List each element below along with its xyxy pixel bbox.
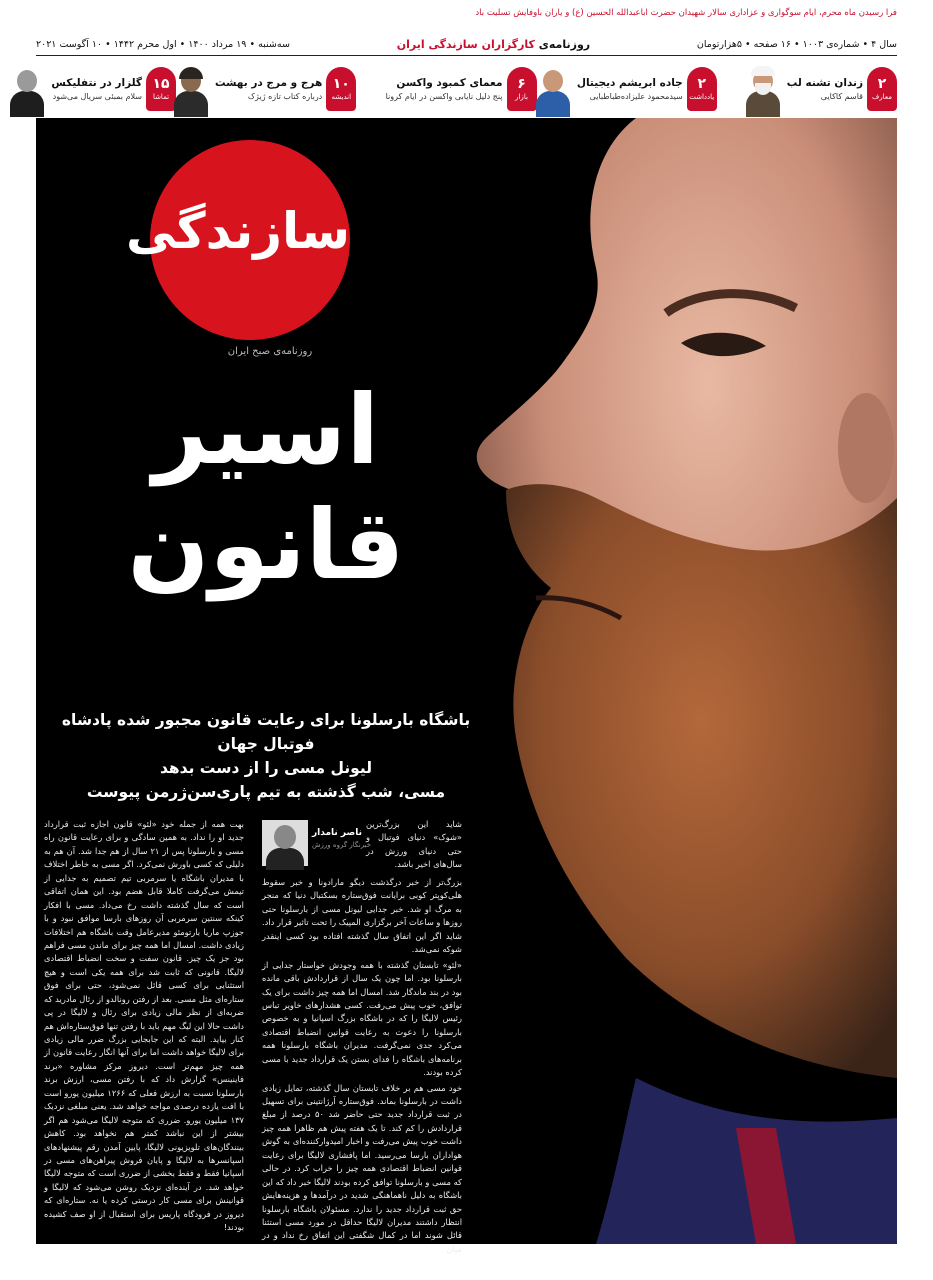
- teaser-portrait: [533, 65, 573, 113]
- teaser-text: [386, 77, 503, 101]
- paper-name: کارگزاران سازندگی ایران: [396, 38, 535, 51]
- deck-line-1: باشگاه بارسلونا برای رعایت قانون مجبور شده پادشاه فوتبال جهان: [61, 711, 471, 754]
- teaser-title: گلزار در نتفلیکس: [51, 77, 142, 89]
- page-badge: [867, 67, 897, 111]
- page-number: ۲: [877, 75, 887, 92]
- teaser-subtitle: پنج دلیل نایابی واکسن در ایام کرونا: [385, 92, 503, 101]
- teaser-portrait: [171, 65, 211, 113]
- newspaper-logo: [125, 140, 350, 380]
- teaser-text: [577, 77, 683, 101]
- teaser-subtitle: سیدمحمود علیزاده‌طباطبایی: [589, 92, 683, 101]
- announcement-banner: فرا رسیدن ماه محرم، ایام سوگواری و عزاداری سالار شهیدان حضرت اباعبدالله الحسین (ع) و یاران باوفایش تسلیت باد: [475, 8, 897, 18]
- teaser-row: [36, 62, 897, 116]
- teaser-text: [51, 77, 142, 101]
- section-name: اندیشه: [331, 92, 352, 101]
- teaser-item[interactable]: [757, 63, 897, 115]
- article-body: [44, 818, 464, 1254]
- teaser-portrait: [7, 65, 47, 113]
- headline-line-2: قانون: [127, 488, 405, 601]
- teaser-title: هرج و مرج در بهشت: [215, 77, 323, 89]
- teaser-portrait: [743, 65, 783, 113]
- page-number: ۲: [697, 75, 707, 92]
- article-column-left: [44, 818, 244, 1236]
- author-name: ناصر نامدار: [312, 828, 362, 838]
- teaser-subtitle: قاسم کاکایی: [820, 92, 863, 101]
- teaser-item[interactable]: [577, 63, 717, 115]
- article-paragraph: بهت همه از جمله خود «لئو» قانون اجازه ثبت قرارداد جدید او را نداد. به همین سادگی و برای رعایت قانون راه مسی و بارسلونا پس از ۲۱ سال از هم جدا شد. آن هم به دلیلی که کسی باورش نمی‌کرد. اگر مسی به خاطر اختلاف با مدیران باشگاه یا سرمربی تیم تصمیم به جدایی از تیمش می‌گرفت کاملا قابل هضم بود. این همان اتفاقی است که سال گذشته داشت رخ می‌داد. مسی با افکار کینکه سنتین سرمربی آن روزهای بارسا موافق نبود و با جوزپ ماریا بارتومئو مدیرعامل وقت باشگاه هم اختلافات زیادی داشت. امسال اما همه چیز برای ماندن مسی فراهم بود جز یک چیز. قانون سفت و سخت انضباط اقتصادی لالیگا. قانونی که ثابت شد برای همه یکی است و هیچ استثنایی برای کسی قائل نمی‌شود، حتی برای فوق ستاره‌ای مثل مسی. بعد از رفتن رونالدو از رئال مادرید که ضربه‌ای از نظر مالی زیادی برای رئال و لالیگا در پی داشت حالا این لیگ مهم باید با رفتن تنها فوق‌ستاره‌اش هم کنار بیاید. البته که این جابجایی بزرگ ضرر مالی زیادی برای لالیگا خواهد داشت اما برای آنها انگار رعایت قانون از همه چیز مهم‌تر است. دیروز مرکز مشاوره «برند فاینینس» گزارش داد که با رفتن مسی، ارزش برند بارسلونا نسبت به ارزش فعلی که ۱۲۶۶ میلیون یورو است با افت یازده درصدی مواجه خواهد شد. یعنی مبلغی نزدیک ۱۳۷ میلیون یورو. ضرری که متوجه لالیگا می‌شود هم اگر بیشتر از این نباشد کمتر هم نخواهد بود. کاهش بینندگان‌های تلویزیونی لالیگا، پایین آمدن رقم پیشنهادهای اسپانسرها به لالیگا و پایان فروش پیراهن‌های مسی در اسپانیا فقط و فقط بخشی از ضرری است که متوجه لالیگا خواهد شد. در آینده‌ای نزدیک روشن می‌شود که لالیگا و قوانینش برای مسی کار درستی کرده یا نه. ستاره‌ای که دیروز در فرودگاه پاریس برای استقبال از او صف کشیده بودند!: [44, 819, 244, 1233]
- paper-title: [397, 38, 590, 51]
- teaser-text: [215, 77, 322, 101]
- teaser-title: زندان تشنه لب: [786, 77, 863, 89]
- teaser-subtitle: سلام بمبئی سریال می‌شود: [52, 92, 142, 101]
- author-role: خبرنگار گروه ورزش: [312, 841, 372, 849]
- teaser-title: معمای کمبود واکسن: [396, 77, 503, 89]
- paper-prefix: روزنامه‌ی: [538, 38, 591, 51]
- logo-wordmark: سازندگی: [125, 202, 350, 260]
- author-photo: [262, 820, 308, 866]
- section-name: بازار: [515, 92, 528, 101]
- section-name: معارف: [872, 92, 892, 101]
- deck-line-3: مسی، شب گذشته به تیم پاری‌سن‌ژرمن پیوست: [86, 783, 446, 802]
- page-number: ۱۵: [152, 75, 170, 92]
- deck-line-2: لیونل مسی را از دست بدهد: [159, 759, 373, 778]
- headline-deck: [56, 708, 476, 804]
- page-badge: [326, 67, 356, 111]
- teaser-title: جاده ابریشم دیجیتال: [576, 77, 683, 89]
- article-paragraph: «لئو» تابستان گذشته با همه وجودش خواستار جدایی از بارسلونا بود. اما چون یک سال از قراردادش باقی مانده بود در بند ماندگار شد. امسال اما همه چیز داشت برای یک توافق، خوب پیش می‌رفت. کسی هشدارهای خاویر تباس رئیس لالیگا را که در باشگاه بزرگ اسپانیا و به خصوص بارسلونا را دعوت به رعایت قوانین انضباط اقتصادی می‌کرد جدی نمی‌گرفت. مدیران باشگاه بارسلونا همه برنامه‌های باشگاه را فدای بستن یک قرارداد جدید با مسی کرده بودند.: [262, 959, 462, 1078]
- section-name: تماشا: [152, 92, 170, 101]
- teaser-item[interactable]: [385, 63, 537, 115]
- section-name: یادداشت: [689, 92, 715, 101]
- teaser-text: [787, 77, 863, 101]
- headline-line-1: اسیر: [152, 374, 380, 486]
- page-number: ۶: [517, 75, 526, 92]
- article-paragraph: بزرگ‌تر از خبر درگذشت دیگو مارادونا و خبر سقوط هلی‌کوپتر کوبی برایانت فوق‌ستاره بسکتبال دنیا که منجر به مرگ او شد. خبر جدایی لیونل مسی از بارسلونا حتی روزها و ساعات آخر برگزاری المپیک را تحت تاثیر قرار داد. شاید اگر این اتفاق سال گذشته افتاده بود کسی اینقدر شوکه نمی‌شد.: [262, 877, 462, 955]
- article-paragraph: خود مسی هم بر خلاف تابستان سال گذشته، تمایل زیادی داشت در بارسلونا بماند. فوق‌ستاره آرژانتینی برای تسهیل در ثبت قرارداد جدید حتی حاضر شد ۵۰ درصد از مبلغ قراردادش را کم کند. تا یک هفته پیش هم ظاهرا همه چیز داشت خوب پیش می‌رفت و اخبار امیدوارکننده‌ای به گوش هواداران بارسا می‌رسید. اما پافشاری لالیگا برای رعایت قوانین انضباط اقتصادی همه چیز را خراب کرد. در حالی که مسی و بارسلونا توافق کرده بودند لالیگا خبر داد که این باشگاه به دلیل ناهماهنگی شدید در درآمدها و هزینه‌هایش حق ثبت قرارداد جدید را ندارد. مسئولان باشگاه بارسلونا انتظار داشتند مدیران لالیگا حداقل در مورد مسی استثنا قائل شوند اما در کمال شگفتی این اتفاق رخ نداد و در میان: [262, 1082, 462, 1254]
- teaser-subtitle: درباره کتاب تازه ژیژک: [247, 92, 323, 101]
- masthead-bar: [36, 34, 897, 56]
- page-badge: [687, 67, 717, 111]
- issue-dates: سه‌شنبه • ۱۹ مرداد ۱۴۰۰ • اول محرم ۱۴۴۲ • ۱۰ آگوست ۲۰۲۱: [36, 39, 290, 50]
- hero-panel: [36, 118, 897, 1254]
- teaser-item[interactable]: [216, 63, 356, 115]
- author-byline: [262, 818, 462, 870]
- article-intro: شاید این بزرگ‌ترین «شوک» دنیای فوتبال و حتی دنیای ورزش در سال‌های اخیر باشد.: [366, 819, 462, 870]
- page-number: ۱۰: [332, 75, 350, 92]
- teaser-item[interactable]: [36, 63, 176, 115]
- issue-info: سال ۴ • شماره‌ی ۱۰۰۳ • ۱۶ صفحه • ۵هزارتومان: [696, 39, 897, 50]
- logo-tagline: روزنامه‌ی صبح ایران: [227, 346, 313, 357]
- article-column-right: [262, 818, 462, 1254]
- main-headline: [56, 374, 476, 601]
